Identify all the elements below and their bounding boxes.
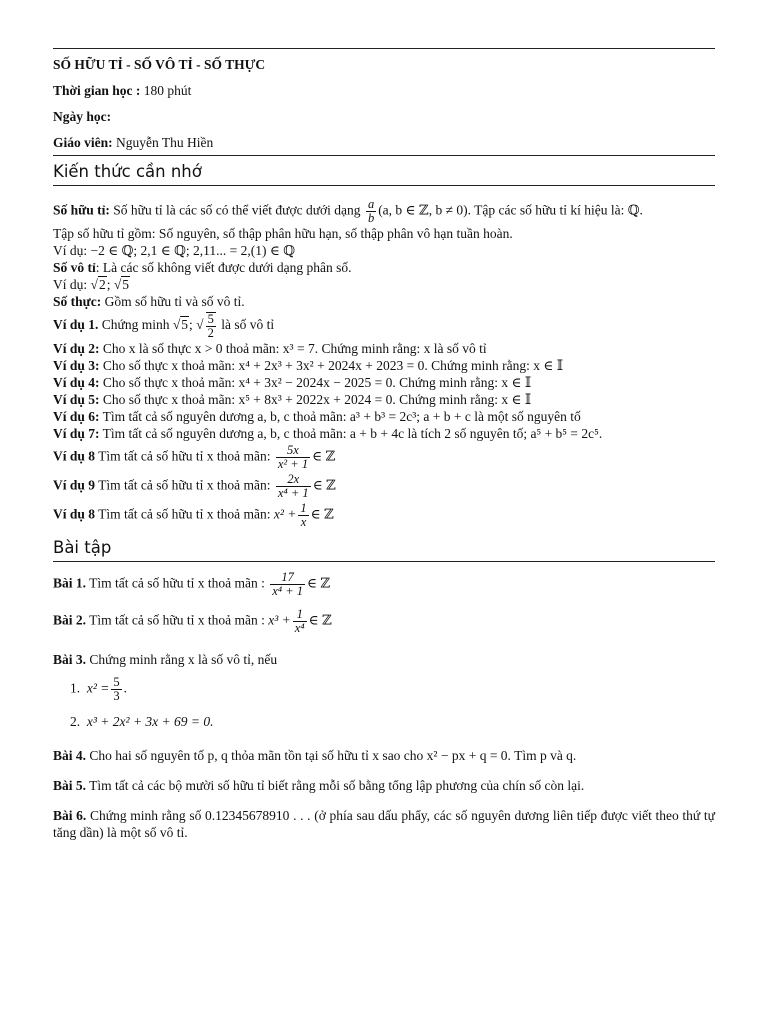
exercise-6: Bài 6. Chứng minh rằng số 0.12345678910 . . . (ở phía sau dấu phẩy, các số nguyên dương liên tiếp được viết theo thứ tự tăng dần) là một số vô tỉ. <box>53 808 715 840</box>
example-8b: Ví dụ 8 Tìm tất cả số hữu tỉ x thoả mãn: x² + $\frac{1}{x}$ ∈ ℤ <box>53 501 334 529</box>
irrational-definition: Số vô tỉ: Là các số không viết được dưới dạng phân số. <box>53 260 352 275</box>
exercise-5: Bài 5. Tìm tất cả các bộ mười số hữu tỉ biết rằng mỗi số bằng tổng lập phương của chín số còn lại. <box>53 778 585 793</box>
section-heading-exercises: Bài tập <box>53 538 112 557</box>
example-4: Ví dụ 4: Cho số thực x thoả mãn: x⁴ + 3x² − 2024x − 2025 = 0. Chứng minh rằng: x ∈ 𝕀 <box>53 375 532 390</box>
section-rule <box>53 561 715 562</box>
exercise-2: Bài 2. Tìm tất cả số hữu tỉ x thoả mãn : x³ + $\frac{1}{\text{x⁴}}$ ∈ ℤ <box>53 607 332 635</box>
example-5: Ví dụ 5: Cho số thực x thoả mãn: x⁵ + 8x³ + 2022x + 2024 = 0. Chứng minh rằng: x ∈ 𝕀 <box>53 392 532 407</box>
document-title: SỐ HỮU TỈ - SỐ VÔ TỈ - SỐ THỰC <box>53 57 266 72</box>
exercise-1: Bài 1. Tìm tất cả số hữu tỉ x thoả mãn : $\frac{17}{\text{x⁴ + 1}}$ ∈ ℤ <box>53 570 331 598</box>
example-8: Ví dụ 8 Tìm tất cả số hữu tỉ x thoả mãn: $\frac{5x}{\text{x² + 1}}$ ∈ ℤ <box>53 443 336 471</box>
document-page <box>53 48 715 841</box>
section-heading-knowledge: Kiến thức cần nhớ <box>53 162 202 181</box>
section-rule <box>53 185 715 186</box>
example-9: Ví dụ 9 Tìm tất cả số hữu tỉ x thoả mãn: $\frac{2x}{\text{x⁴ + 1}}$ ∈ ℤ <box>53 472 336 500</box>
exercise-3-item-2: 2. x³ + 2x² + 3x + 69 = 0. <box>70 714 214 729</box>
exercise-3: Bài 3. Chứng minh rằng x là số vô tỉ, nếu <box>53 652 278 667</box>
example-6: Ví dụ 6: Tìm tất cả số nguyên dương a, b, c thoả mãn: a³ + b³ = 2c³; a + b + c là một số nguyên tố <box>53 409 581 424</box>
header-bottom-rule <box>53 155 715 156</box>
example-2: Ví dụ 2: Cho x là số thực x > 0 thoả mãn: x³ = 7. Chứng minh rằng: x là số vô tỉ <box>53 341 487 356</box>
example-1: Ví dụ 1. Chứng minh √5; √ $\frac{5}{2}$ là số vô tỉ <box>53 312 275 340</box>
irrational-example: Ví dụ: √2; √5 <box>53 277 129 292</box>
teacher: Giáo viên: Nguyễn Thu Hiền <box>53 135 214 150</box>
study-time: Thời gian học : 180 phút <box>53 83 192 98</box>
rational-set: Tập số hữu tỉ gồm: Số nguyên, số thập phân hữu hạn, số thập phân vô hạn tuần hoàn. <box>53 226 513 241</box>
study-date: Ngày học: <box>53 109 112 124</box>
real-definition: Số thực: Gồm số hữu tỉ và số vô tỉ. <box>53 294 245 309</box>
top-rule <box>53 48 715 49</box>
rational-definition: Số hữu tỉ: Số hữu tỉ là các số có thể viết được dưới dạng $\frac{a}{b}$ (a, b ∈ ℤ, b ≠ 0). Tập các số hữu tỉ kí hiệu là: ℚ. <box>53 197 643 225</box>
exercise-4: Bài 4. Cho hai số nguyên tố p, q thỏa mãn tồn tại số hữu tỉ x sao cho x² − px + q = 0. Tìm p và q. <box>53 748 577 763</box>
example-3: Ví dụ 3: Cho số thực x thoả mãn: x⁴ + 2x³ + 3x² + 2024x + 2023 = 0. Chứng minh rằng: x ∈ 𝕀 <box>53 358 564 373</box>
rational-example: Ví dụ: −2 ∈ ℚ; 2,1 ∈ ℚ; 2,11... = 2,(1) ∈ ℚ <box>53 243 295 258</box>
exercise-3-item-1: 1. x² = $\frac{5}{3}$ . <box>70 675 128 703</box>
example-7: Ví dụ 7: Tìm tất cả số nguyên dương a, b, c thoả mãn: a + b + 4c là tích 2 số nguyên tố; a⁵ + b⁵ = 2c⁵. <box>53 426 603 441</box>
